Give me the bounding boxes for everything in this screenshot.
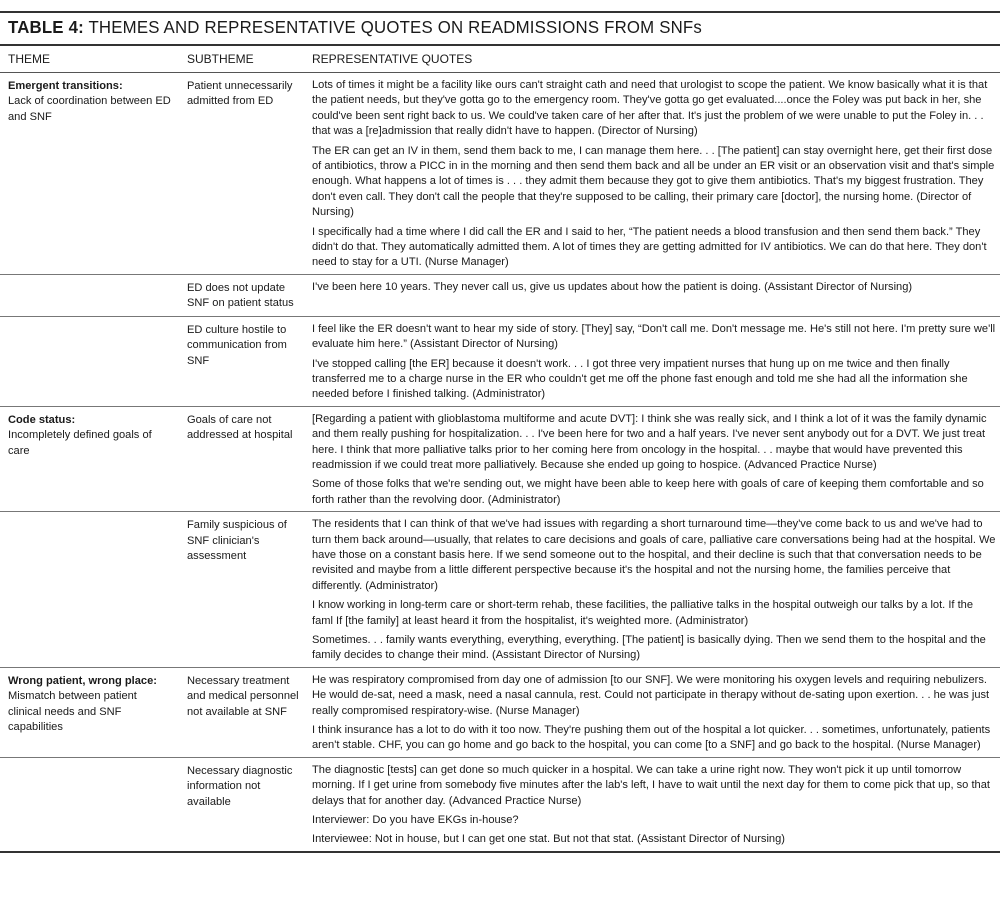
table-header [0, 48, 1000, 73]
quotes-cell [304, 274, 1000, 316]
header-theme: THEME [8, 52, 50, 66]
subtheme-cell: Family suspicious of SNF clinician's assessment [187, 519, 287, 562]
subtheme-cell: ED culture hostile to communication from SNF [187, 323, 287, 367]
quote-text: Lots of times it might be a facility like ours can't straight cath and need that urologist to scope the patient. We know basically what it is that the patient needs, but they've gotta go to the emergency room. They've gotta go get evaluated....once the Foley was put back in her, she could've been sent right back to us. We could've taken care of her after that. It's just the problem of we were unable to put the Foley in. . . that was a [re]admission that really didn't have to happen. (Director of Nursing) [312, 79, 988, 138]
table-title [8, 17, 953, 38]
quote-text: Sometimes. . . family wants everything, everything, everything. [The patient] is basically dying. Then we send them to the hospital and the family decides to change their mind. (Assistant Director of Nursing) [312, 634, 986, 662]
quote-text: The residents that I can think of that we've had issues with regarding a short turnaround time—they've come back to us and we've had to turn them back around—usually, that relates to care decisions and goals of care, palliative care conversations being had at the hospital. We have those on a constant basis here. If we send someone out to the hospital, and their decline is such that that conversation needs to be revisited and maybe from a little different perspective because it's the hospital and not the nursing home, the families perceive that differently. (Administrator) [312, 518, 996, 592]
subtheme-cell: Patient unnecessarily admitted from ED [187, 80, 293, 108]
quote-text: I specifically had a time where I did call the ER and I said to her, “The patient needs a blood transfusion and then send them back.” They didn't do that. They automatically admitted them. A lot of times they are getting admitted for IV antibiotics. We can do that here. They don't need to stay for a UTI. (Nurse Manager) [312, 225, 987, 269]
theme-cell [0, 667, 179, 757]
quote-text: Interviewer: Do you have EKGs in-house? [312, 814, 519, 827]
theme-title: Emergent transitions: [8, 80, 123, 92]
subtheme-cell: ED does not update SNF on patient status [187, 281, 294, 310]
header-quotes: REPRESENTATIVE QUOTES [312, 52, 473, 66]
quotes-cell [304, 406, 1000, 511]
quote-text: I know working in long-term care or short-term rehab, these facilities, the palliative talks in the hospital outweigh our talks by a lot. If the faml If [the family] at least heard it from the hospitalist, it's weighted more. (Administrator) [312, 599, 974, 627]
table-row [0, 512, 1000, 668]
table-row [0, 667, 1000, 757]
quotes-cell [304, 512, 1000, 668]
quote-text: He was respiratory compromised from day one of admission [to our SNF]. We were monitoring his oxygen levels and requiring nebulizers. He would de-sat, need a mask, need a nasal cannula, rest. Could not participate in therapy without de-sating upon exertion. . . he was just really compromised respiratory-wise. (Nurse Manager) [312, 673, 990, 717]
theme-description: Lack of coordination between ED and SNF [8, 95, 171, 123]
header-subtheme: SUBTHEME [187, 52, 254, 66]
table-row [0, 274, 1000, 316]
quotes-cell [304, 316, 1000, 406]
quote-text: The ER can get an IV in them, send them back to me, I can manage them here. . . [The patient] can stay overnight here, get their first dose of antibiotics, throw a PICC in in the morning and then send them back and all be under an ER visit or an observation visit and that's simple enough. What happens a lot of times is . . . they admit them because they got to give them antibiotics. That's my biggest frustration. They don't even call. They don't call the people that they're supposed to be calling, their primary care [doctor], the nursing home. (Director of Nursing) [312, 144, 995, 219]
theme-cell [0, 512, 179, 668]
top-rule [0, 11, 1000, 13]
quote-text: I've been here 10 years. They never call us, give us updates about how the patient is doing. (Assistant Director of Nursing) [312, 280, 913, 293]
theme-title: Wrong patient, wrong place: [8, 674, 157, 687]
quotes-cell [304, 73, 1000, 275]
themes-table [0, 48, 1000, 853]
theme-title: Code status: [8, 413, 76, 426]
quote-text: I think insurance has a lot to do with it too now. They're pushing them out of the hospital a lot quicker. . . sometimes, unfortunately, patients aren't stable. CHF, you can go home and go back to the hospital, you can come [to a SNF] and go back to the hospital. (Nurse Manager) [312, 724, 991, 752]
table-row [0, 316, 1000, 406]
table-title-text: THEMES AND REPRESENTATIVE QUOTES ON READMISSIONS FROM SNFs [88, 17, 702, 37]
subtheme-cell: Necessary treatment and medical personnel not available at SNF [187, 674, 299, 718]
quote-text: Interviewee: Not in house, but I can get one stat. But not that stat. (Assistant Director of Nursing) [312, 833, 785, 846]
quote-text: Some of those folks that we're sending out, we might have been able to keep here with goals of care of keeping them comfortable and so forth rather than the revolving door. (Administrator) [312, 478, 984, 506]
table-row [0, 73, 1000, 275]
theme-cell [0, 316, 179, 406]
theme-cell [0, 757, 179, 852]
table-label: TABLE 4: [8, 17, 84, 37]
quote-text: [Regarding a patient with glioblastoma multiforme and acute DVT]: I think she was really sick, and I think a lot of it was the family dynamic and them really pushing for hospitalization. . . I've been here for two and a half years. I've never sent anybody out for a DVT. We just treat here. I think that more palliative talks prior to her coming here from oncology in the hospital. . . maybe that would have prevented this readmission if we could treat more palliatively. Because she ended up going to hospice. (Advanced Practice Nurse) [312, 412, 987, 471]
quote-text: I've stopped calling [the ER] because it doesn't work. . . I got three very impatient nurses that hung up on me twice and then finally transferred me to a charge nurse in the ER who couldn't get me off the phone fast enough and told me she had all the information she needed before I finished talking. (Administrator) [312, 357, 968, 401]
quote-text: I feel like the ER doesn't want to hear my side of story. [They] say, “Don't call me. Don't message me. He's still not here. I'm pretty sure we'll evaluate him here.” (Assistant Director of Nursing) [312, 322, 996, 351]
table-row [0, 406, 1000, 511]
theme-cell [0, 406, 179, 511]
theme-description: Mismatch between patient clinical needs and SNF capabilities [8, 690, 137, 734]
quotes-cell [304, 757, 1000, 852]
table-body [0, 73, 1000, 852]
title-rule [0, 44, 1000, 46]
quote-text: The diagnostic [tests] can get done so much quicker in a hospital. We can take a urine right now. They won't pick it up until tomorrow morning. If I get urine from somebody five minutes after the lab's left, I have to wait until the next day for them to come pick that up, so that delays that for another day. (Advanced Practice Nurse) [312, 763, 990, 807]
theme-description: Incompletely defined goals of care [8, 429, 152, 457]
theme-cell [0, 274, 179, 316]
theme-cell [0, 73, 179, 275]
subtheme-cell: Necessary diagnostic information not available [187, 764, 293, 808]
header-row [0, 48, 1000, 73]
subtheme-cell: Goals of care not addressed at hospital [187, 413, 293, 442]
table-row [0, 757, 1000, 852]
quotes-cell [304, 667, 1000, 757]
